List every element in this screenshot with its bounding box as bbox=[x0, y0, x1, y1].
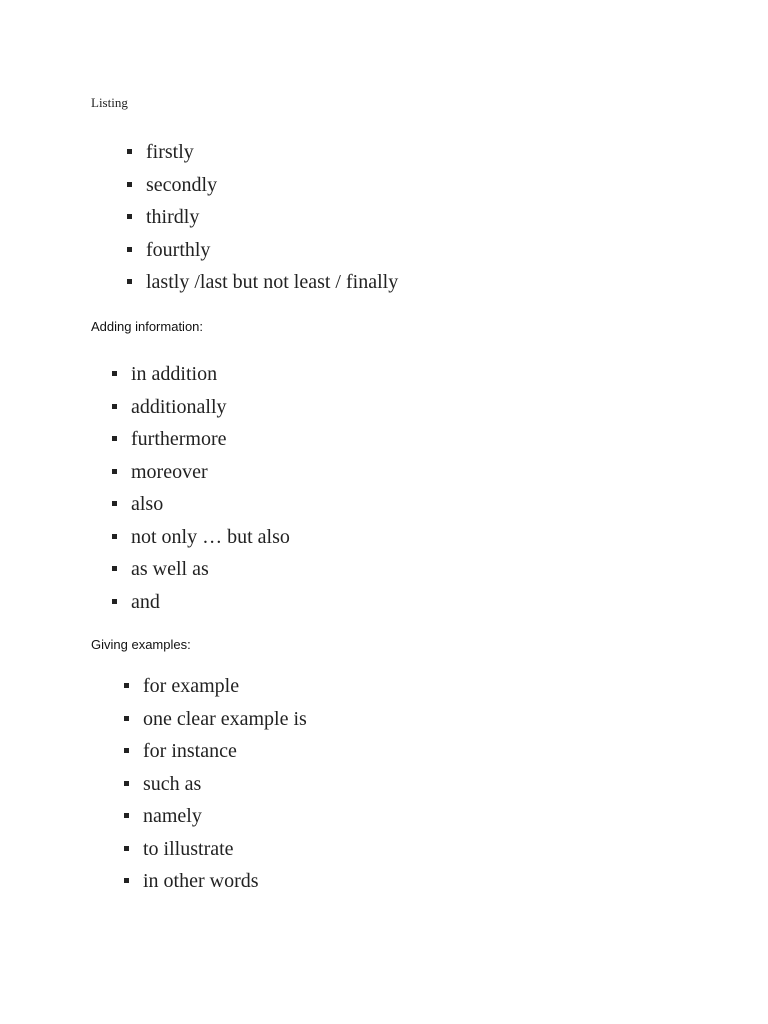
list-item-text: such as bbox=[143, 772, 202, 795]
square-bullet-icon bbox=[112, 371, 117, 376]
square-bullet-icon bbox=[124, 716, 129, 721]
square-bullet-icon bbox=[124, 781, 129, 786]
square-bullet-icon bbox=[112, 436, 117, 441]
square-bullet-icon bbox=[127, 279, 132, 284]
list-item-text: also bbox=[131, 493, 164, 515]
square-bullet-icon bbox=[112, 501, 117, 506]
square-bullet-icon bbox=[112, 404, 117, 409]
square-bullet-icon bbox=[127, 247, 132, 252]
list-item-text: fourthly bbox=[146, 238, 211, 261]
section-heading: Giving examples: bbox=[91, 637, 191, 652]
square-bullet-icon bbox=[112, 566, 117, 571]
section-heading: Listing bbox=[91, 95, 128, 110]
list-item-text: as well as bbox=[131, 558, 209, 580]
list-item-text: lastly /last but not least / finally bbox=[146, 271, 399, 293]
list-item-text: one clear example is bbox=[143, 707, 307, 730]
list-item-text: furthermore bbox=[131, 428, 227, 450]
list-item-text: for example bbox=[143, 675, 240, 697]
square-bullet-icon bbox=[112, 534, 117, 539]
square-bullet-icon bbox=[112, 599, 117, 604]
list-item-text: for instance bbox=[143, 740, 237, 762]
list-item-text: to illustrate bbox=[143, 837, 234, 860]
list-item-text: moreover bbox=[131, 460, 208, 483]
square-bullet-icon bbox=[124, 878, 129, 883]
list-item-text: secondly bbox=[146, 173, 218, 196]
list-item-text: firstly bbox=[146, 141, 194, 163]
list-item-text: not only … but also bbox=[131, 525, 290, 548]
list-item-text: namely bbox=[143, 805, 202, 827]
list-item-text: in other words bbox=[143, 870, 259, 892]
square-bullet-icon bbox=[124, 813, 129, 818]
square-bullet-icon bbox=[124, 748, 129, 753]
list-item-text: additionally bbox=[131, 395, 227, 418]
square-bullet-icon bbox=[112, 469, 117, 474]
section-heading: Adding information: bbox=[91, 319, 204, 334]
list-item-text: in addition bbox=[131, 363, 218, 385]
square-bullet-icon bbox=[124, 846, 129, 851]
list-item-text: and bbox=[131, 590, 160, 613]
square-bullet-icon bbox=[127, 182, 132, 187]
square-bullet-icon bbox=[127, 214, 132, 219]
square-bullet-icon bbox=[124, 683, 129, 688]
list-item-text: thirdly bbox=[146, 206, 200, 228]
square-bullet-icon bbox=[127, 149, 132, 154]
